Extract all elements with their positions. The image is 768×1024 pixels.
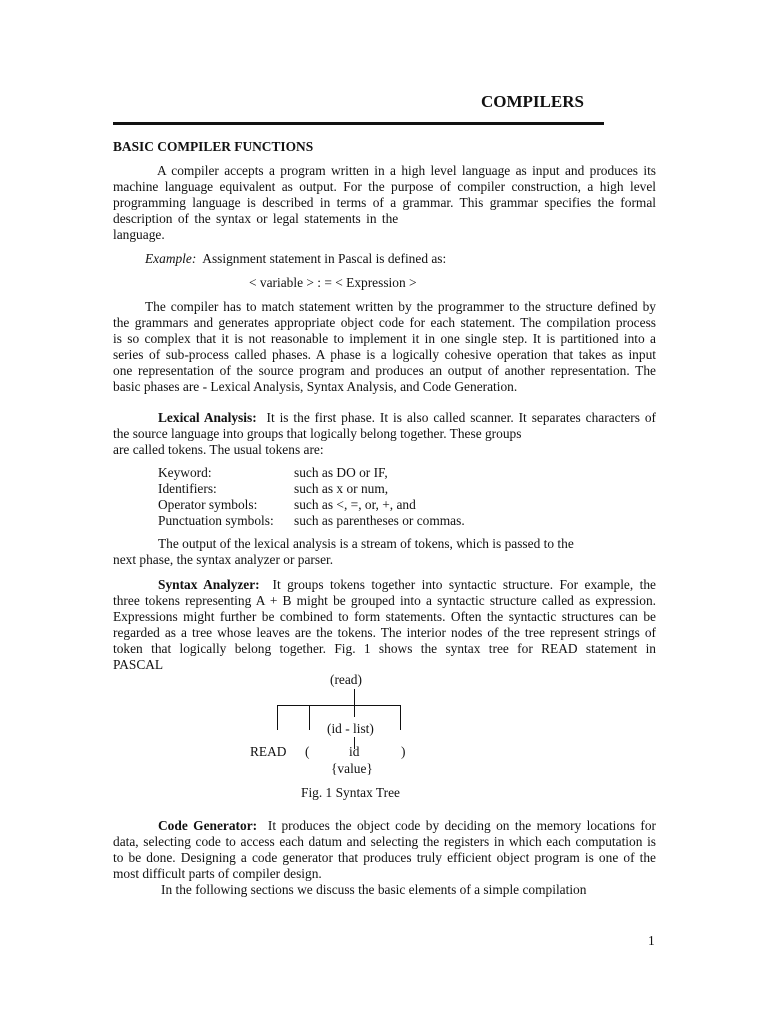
page-title: COMPILERS [481,92,584,111]
codegen-text-1: It produces the object code by deciding on the memory locations for [267,818,656,833]
syntax-line-3: Expressions might further be combined to form statements. Often the syntactic structures can be [113,609,656,624]
example-label: Example: [145,251,197,266]
syntax-line-2: three tokens representing A + B might be grouped into a syntactic structure called as expression. [113,593,656,608]
tree-id-label: id [349,744,360,759]
tree-branch-open-paren [309,705,310,730]
tree-root-label: (read) [330,672,362,687]
phases-line-4: series of sub-process called phases. A phase is a logically cohesive operation that takes as input [113,347,656,362]
lexical-output-2: next phase, the syntax analyzer or parser. [113,552,334,567]
codegen-line-2: data, selecting code to access each datum and selecting the registers in which each computation is [113,834,656,849]
phases-line-5: one representation of the source program and produces an output of another representation. The [113,363,656,378]
page-number: 1 [648,933,655,948]
section-heading: BASIC COMPILER FUNCTIONS [113,139,314,154]
tree-horizontal-bar [277,705,401,706]
lexical-output-1: The output of the lexical analysis is a stream of tokens, which is passed to the [158,536,574,551]
lexical-text-1: It is the first phase. It is also called scanner. It separates characters of [266,410,656,425]
lexical-line-2: the source language into groups that logically belong together. These groups [113,426,522,441]
token-name: Identifiers: [158,481,217,496]
token-desc: such as x or num, [294,481,389,496]
example-formula: < variable > : = < Expression > [249,275,417,290]
lexical-line-3: are called tokens. The usual tokens are: [113,442,324,457]
tree-branch-id-list [354,705,355,717]
intro-line-3: programming language is described in terms of a grammar. This grammar specifies the formal [113,195,656,210]
token-desc: such as <, =, or, +, and [294,497,416,512]
phases-line-1: The compiler has to match statement written by the programmer to the structure defined by [145,299,656,314]
tree-open-paren: ( [305,744,310,759]
codegen-label: Code Generator: [158,818,258,833]
token-name: Operator symbols: [158,497,258,512]
tree-value-label: {value} [331,761,373,776]
example-text: Assignment statement in Pascal is defined as: [202,251,447,266]
syntax-line-5: token that logically belong together. Fig. 1 shows the syntax tree for READ statement in [113,641,656,656]
syntax-line-1 [158,577,656,593]
syntax-line-4: regarded as a tree whose leaves are the tokens. The interior nodes of the tree represent strings of [113,625,656,640]
lexical-label: Lexical Analysis: [158,410,257,425]
lexical-line-1 [158,410,656,426]
title-rule [113,122,604,125]
codegen-line-4: most difficult parts of compiler design. [113,866,322,881]
codegen-closing: In the following sections we discuss the basic elements of a simple compilation [161,882,587,897]
intro-line-1: A compiler accepts a program written in a high level language as input and produces its [157,163,656,178]
intro-line-5: language. [113,227,165,242]
tree-close-paren: ) [401,744,406,759]
intro-line-4: description of the syntax or legal statements in the [113,211,399,226]
syntax-text-1: It groups tokens together into syntactic structure. For example, the [272,577,656,592]
codegen-line-1 [158,818,656,834]
codegen-line-3: to be done. Designing a code generator that produces truly efficient object program is one of the [113,850,656,865]
figure-caption: Fig. 1 Syntax Tree [301,785,400,800]
phases-line-3: is so complex that it is not reasonable to implement it in one single step. It is partitioned into a [113,331,656,346]
tree-read-label: READ [250,744,287,759]
token-desc: such as DO or IF, [294,465,388,480]
example [145,251,446,267]
tree-id-list-label: (id - list) [327,721,374,736]
phases-line-2: the grammars and generates appropriate object code for each statement. The compilation process [113,315,656,330]
tree-branch-close-paren [400,705,401,730]
syntax-line-6: PASCAL [113,657,164,672]
token-name: Punctuation symbols: [158,513,274,528]
phases-line-6: basic phases are - Lexical Analysis, Syntax Analysis, and Code Generation. [113,379,518,394]
token-desc: such as parentheses or commas. [294,513,465,528]
tree-root-stem [354,689,355,705]
tree-branch-read [277,705,278,730]
syntax-label: Syntax Analyzer: [158,577,260,592]
token-name: Keyword: [158,465,212,480]
intro-line-2: machine language equivalent as output. For the purpose of compiler construction, a high level [113,179,656,194]
